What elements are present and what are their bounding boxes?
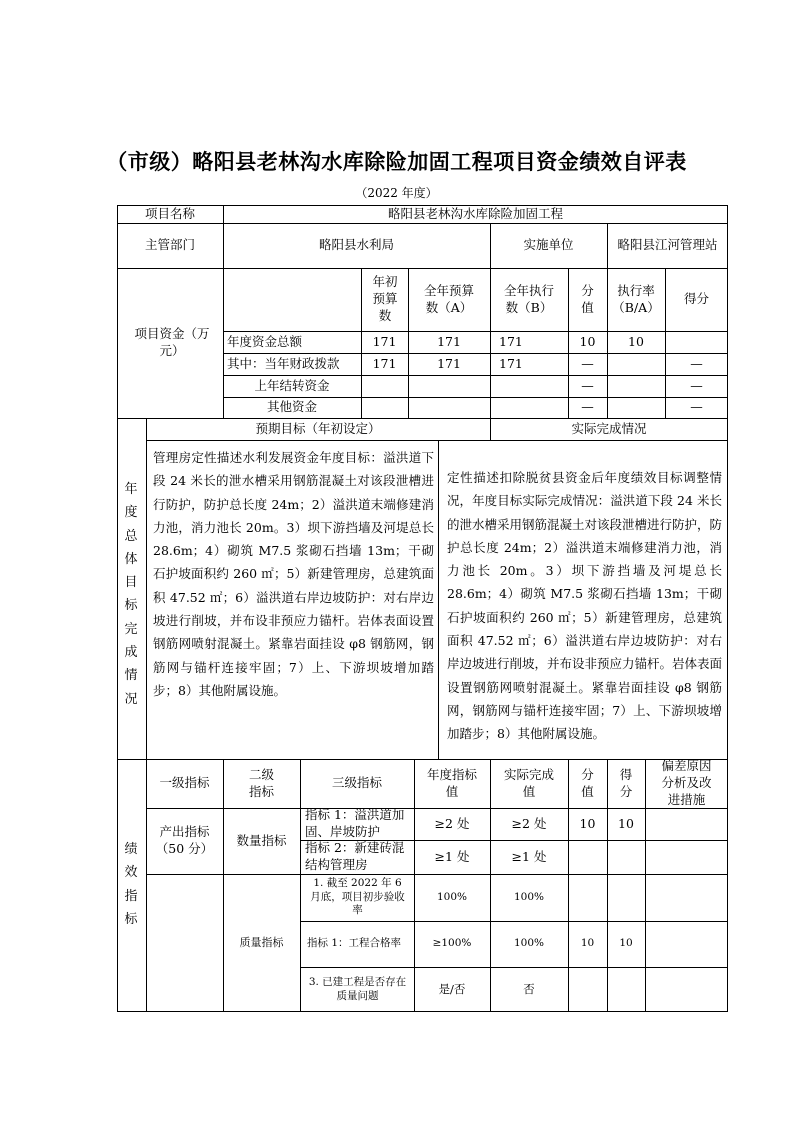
funds-row-value: [607, 397, 665, 418]
funds-row-value: 171: [372, 333, 397, 349]
dept-value: 略阳县水利局: [318, 237, 394, 253]
indicator-score: 10: [619, 937, 633, 950]
header-budget-init: 年初预算数: [372, 274, 398, 323]
indicator-score-max: 10: [580, 937, 595, 950]
quality-indicator-label: 质量指标: [239, 935, 284, 949]
impl-unit-value: 略阳县江河管理站: [617, 237, 718, 253]
indicator-score: 10: [618, 815, 634, 831]
header-level1: 一级指标: [159, 775, 210, 791]
indicator-target: 是/否: [438, 981, 466, 996]
year-label: （2022 年度）: [355, 186, 438, 200]
header-ind-score-max: 分值: [581, 766, 594, 799]
indicator-actual: ≥1 处: [511, 848, 547, 864]
funds-row-value: —: [690, 377, 703, 393]
funds-row-value: —: [581, 399, 594, 415]
indicator-l3: 指标 2：新建砖混结构管理房: [305, 840, 405, 872]
dept-label: 主管部门: [144, 237, 195, 253]
indicator-l3: 指标 1：溢洪道加固、岸坡防护: [305, 807, 405, 839]
impl-unit-label: 实施单位: [523, 237, 574, 253]
funds-row-value: 10: [579, 333, 596, 349]
indicator-l3: 1. 截至 2022 年 6 月底，项目初步验收率: [310, 877, 405, 917]
header-ind-score: 得分: [619, 766, 633, 799]
indicator-actual: ≥2 处: [511, 815, 547, 831]
indicator-actual: 100%: [513, 890, 545, 903]
funds-row-value: [665, 331, 728, 353]
indicator-target: ≥1 处: [434, 848, 470, 864]
header-actual: 实际完成值: [503, 766, 554, 799]
funds-row-value: [607, 353, 665, 375]
funds-row-value: [490, 375, 568, 397]
indicator-target: ≥2 处: [434, 815, 470, 831]
header-target: 年度指标值: [426, 766, 477, 799]
funds-row-value: [408, 397, 490, 418]
funds-row-value: [361, 397, 408, 418]
funds-row-label: 年度资金总额: [227, 333, 303, 349]
header-score: 得分: [683, 291, 709, 307]
indicator-deviation: [645, 840, 728, 874]
indicator-deviation: [645, 967, 728, 1012]
funds-row-value: 10: [628, 333, 644, 349]
indicator-score: [607, 967, 645, 1012]
indicator-deviation: [645, 921, 728, 967]
funds-row-label: 上年结转资金: [254, 377, 330, 393]
output-indicator-label: 产出指标（50 分）: [155, 824, 214, 856]
header-level2: 二级指标: [248, 766, 274, 799]
expected-goal-text: 管理房定性描述水利发展资金年度目标：溢洪道下段 24 米长的泄水槽采用钢筋混凝土对该段泄槽进行防护，防护总长度 24m；2）溢洪道末端修建消力池，消力池长 20m。3）坝下游挡墙及河堤总长 28.6m；4）砌筑 M7.5 浆砌石挡墙 13m；干砌石护坡面积约 260 ㎡；5）新建管理房，总建筑面积 47.52 ㎡；6）溢洪道右岸边坡防护：对右岸边坡进行削坡，并布设非预应力锚杆。岩体表面设置钢筋网喷射混凝土。紧靠岩面挂设 φ8 钢筋网，钢筋网与锚杆连接牢固；7）上、下游坝坡增加踏步；8）其他附属设施。: [153, 450, 434, 698]
indicator-target: ≥100%: [432, 937, 472, 950]
header-score-max: 分值: [581, 282, 594, 315]
expected-goal-header: 预期目标（年初设定）: [255, 420, 381, 436]
header-executed: 全年执行数（B）: [503, 282, 554, 315]
project-name-value: 略阳县老林沟水库除险加固工程: [387, 205, 563, 221]
indicator-score-max: [568, 874, 607, 921]
header-level3: 三级指标: [331, 775, 382, 791]
indicator-actual: 否: [523, 981, 535, 996]
funds-row-value: 171: [372, 355, 397, 371]
indicator-deviation: [645, 874, 728, 921]
funds-row-value: [361, 375, 408, 397]
funds-row-label: 其他资金: [266, 399, 317, 415]
funds-row-value: —: [690, 399, 703, 415]
funds-row-value: 171: [499, 333, 523, 349]
goals-side-label: 年度总体目标完成情况: [124, 482, 138, 707]
funds-row-label: 其中：当年财政拨款: [227, 355, 340, 371]
indicator-score: [607, 840, 645, 874]
funds-row-value: [408, 375, 490, 397]
actual-goal-text: 定性描述扣除脱贫县资金后年度绩效目标调整情况，年度目标实际完成情况：溢洪道下段 24 米长的泄水槽采用钢筋混凝土对该段泄槽进行防护，防护总长度 24m；2）溢洪道末端修建消力池，消力池长 20m。3）坝下游挡墙及河堤总长 28.6m；4）砌筑 M7.5 浆砌石挡墙 13m；干砌石护坡面积约 260 ㎡；5）新建管理房，总建筑面积 47.52 ㎡；6）溢洪道右岸边坡防护：对右岸边坡进行削坡，并布设非预应力锚杆。岩体表面设置钢筋网喷射混凝土。紧靠岩面挂设 φ8 钢筋网，钢筋网与锚杆连接牢固；7）上、下游坝坡增加踏步；8）其他附属设施。: [447, 470, 723, 742]
funds-row-value: —: [581, 355, 594, 371]
funds-row-value: 171: [499, 355, 523, 371]
project-name-label: 项目名称: [144, 205, 195, 221]
indicators-side-label: 绩效指标: [124, 842, 138, 927]
quantity-indicator-label: 数量指标: [236, 832, 287, 848]
indicator-l3: 指标 1：工程合格率: [307, 937, 402, 950]
header-deviation: 偏差原因分析及改进措施: [661, 758, 712, 807]
indicator-score-max: 10: [579, 815, 596, 831]
indicator-score: [607, 874, 645, 921]
header-budget-year: 全年预算数（A）: [423, 282, 474, 315]
funds-row-value: —: [581, 377, 594, 393]
indicator-actual: 100%: [513, 937, 545, 950]
indicator-score-max: [568, 840, 607, 874]
indicator-target: 100%: [436, 890, 468, 903]
funds-row-value: 171: [437, 355, 461, 371]
actual-goal-header: 实际完成情况: [571, 420, 647, 436]
funds-row-value: [607, 375, 665, 397]
indicator-l3: 3. 已建工程是否存在质量问题: [308, 975, 407, 1002]
indicator-deviation: [645, 808, 728, 840]
funds-row-value: [490, 397, 568, 418]
page-title: （市级）略阳县老林沟水库除险加固工程项目资金绩效自评表: [106, 150, 687, 174]
funds-label: 项目资金（万元）: [134, 326, 210, 358]
funds-row-value: 171: [437, 333, 461, 349]
header-rate: 执行率（B/A）: [612, 282, 660, 315]
indicator-score-max: [568, 967, 607, 1012]
funds-row-value: —: [690, 355, 703, 371]
